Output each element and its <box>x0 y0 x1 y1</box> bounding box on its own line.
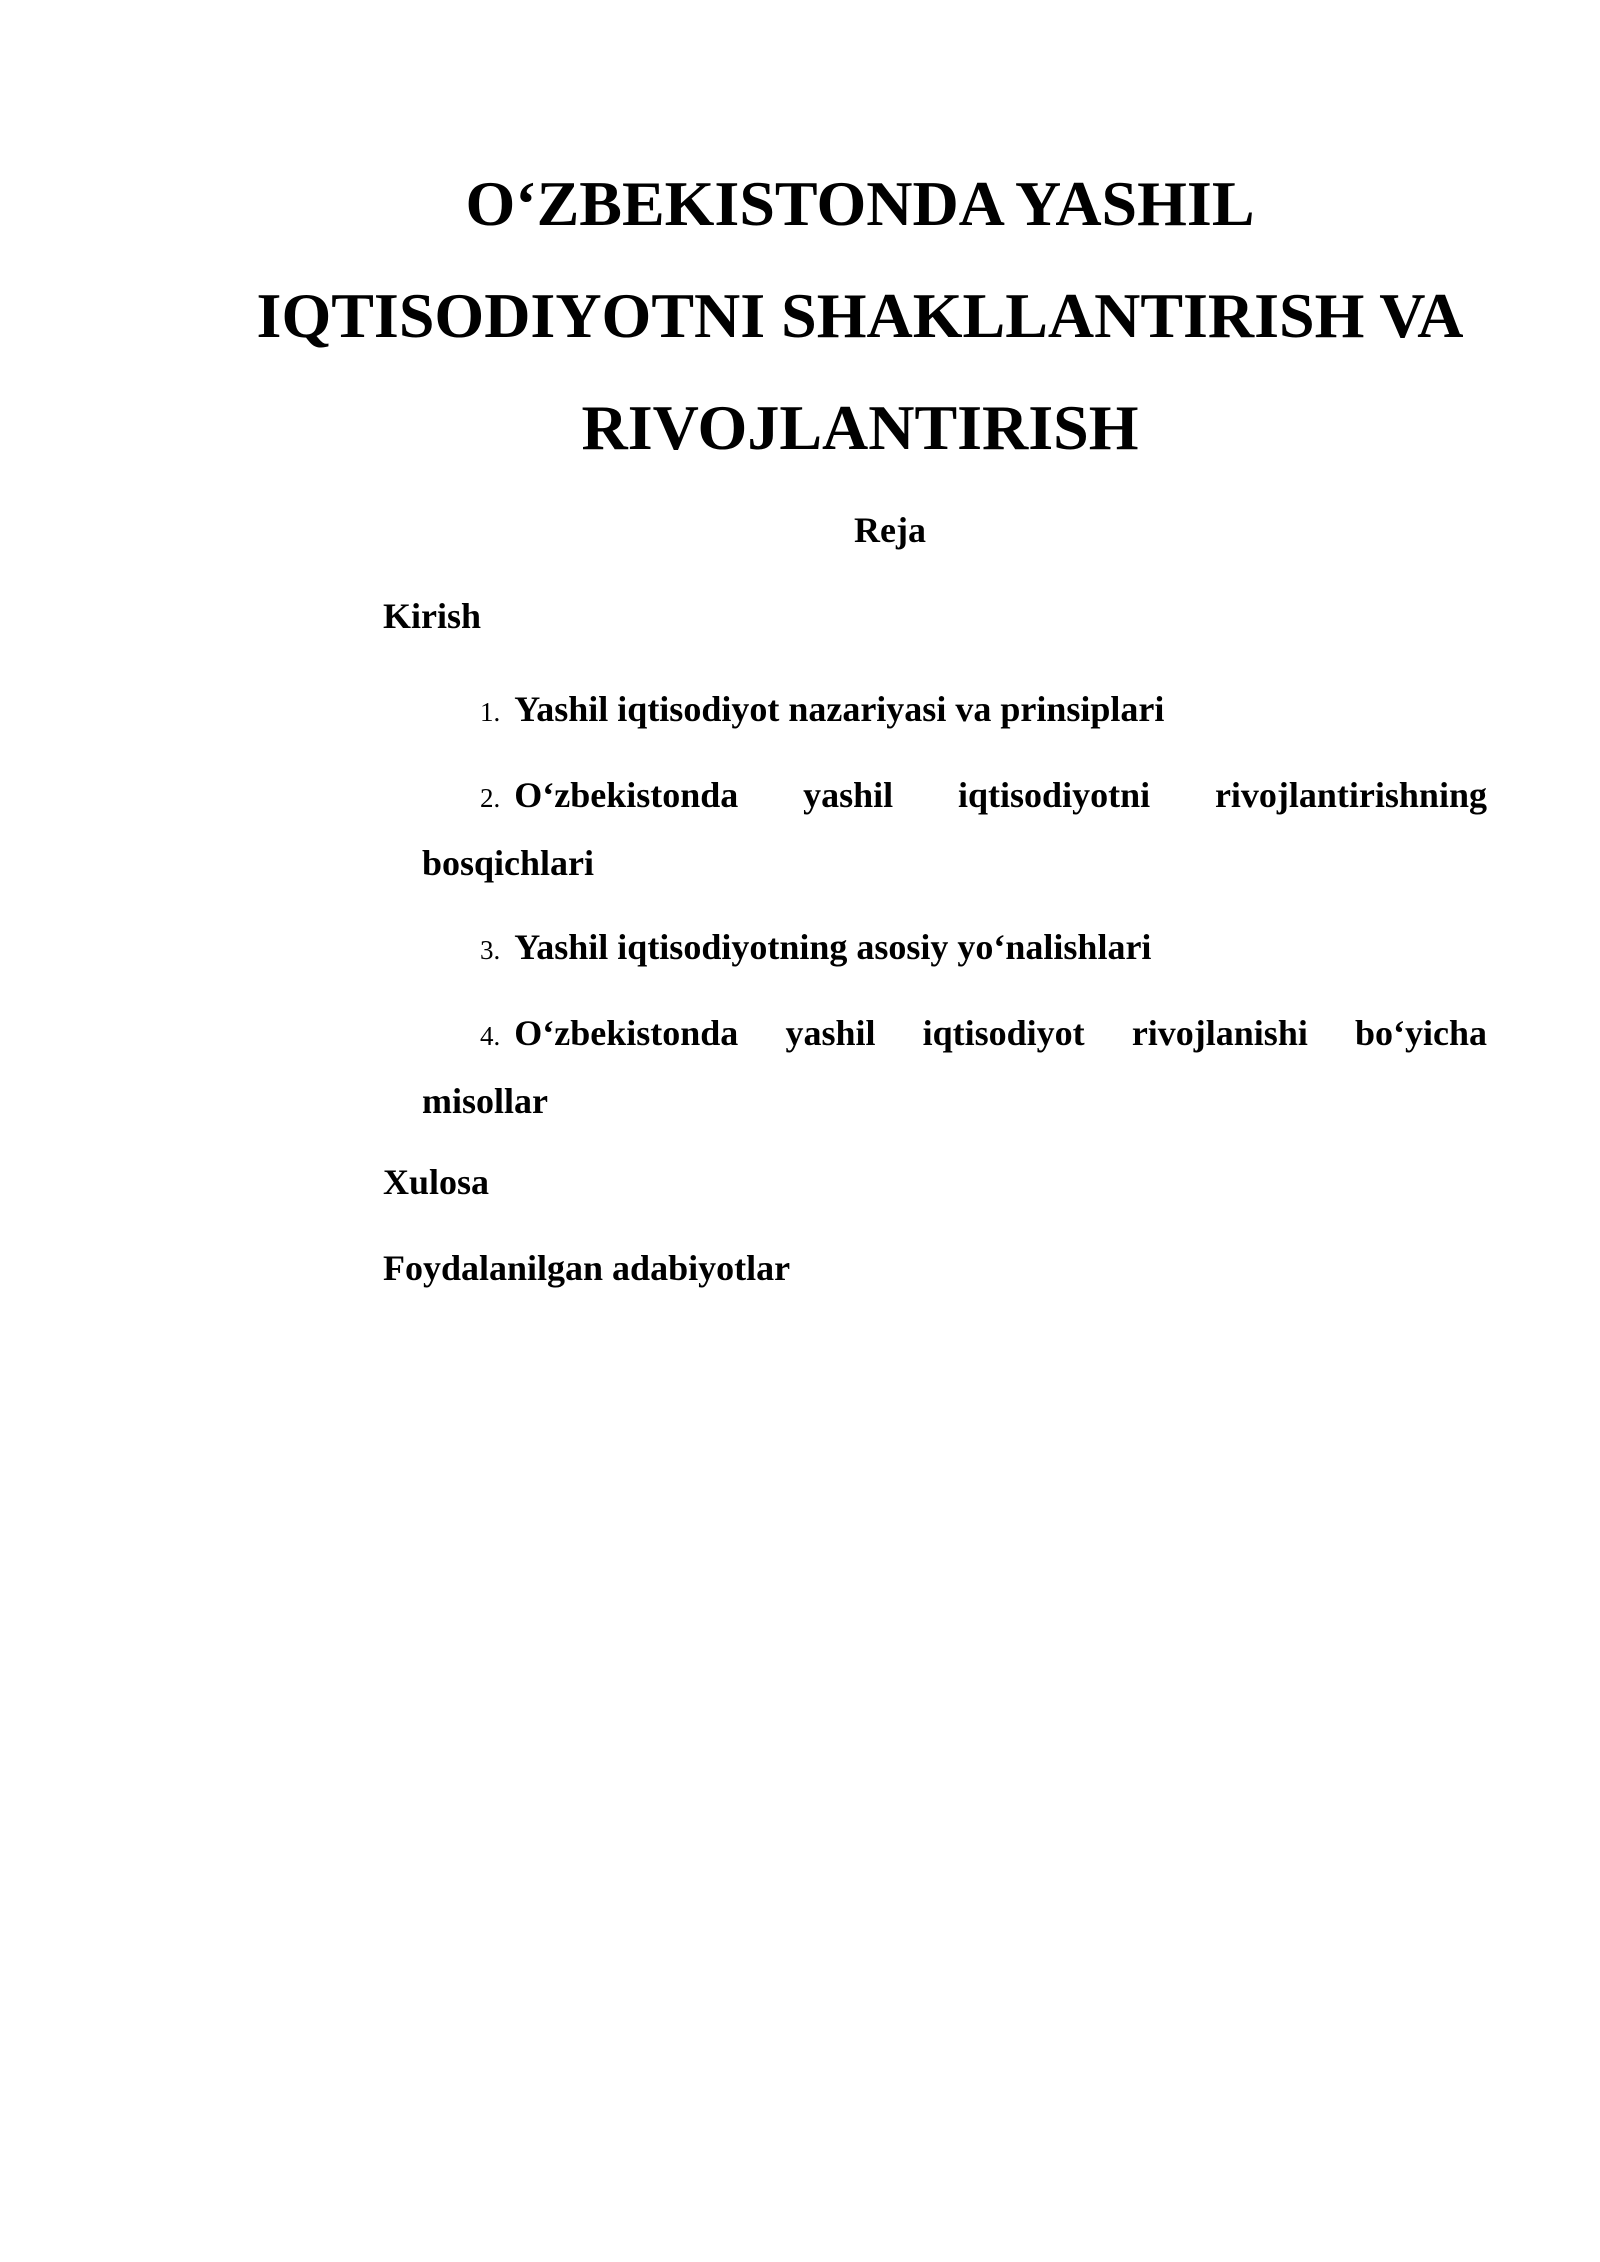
toc-item-number: 4. <box>480 1021 501 1051</box>
plan-heading: Reja <box>854 510 926 550</box>
toc-item-word: rivojlanishi <box>1131 1013 1308 1053</box>
title-line-1: O‘ZBEKISTONDA YASHIL <box>465 168 1255 239</box>
toc-item-number: 3. <box>480 935 501 965</box>
toc-item-2 <box>422 763 1487 896</box>
toc-item-word: iqtisodiyotni <box>958 775 1151 815</box>
toc-intro: Kirish <box>383 596 482 636</box>
toc-item-text: Yashil iqtisodiyot nazariyasi va prinsiplari <box>514 689 1165 729</box>
toc-item-3 <box>422 915 1487 983</box>
toc-item-word: yashil <box>803 775 894 815</box>
toc-item-word: rivojlantirishning <box>1214 775 1487 815</box>
title-line-3: RIVOJLANTIRISH <box>581 392 1139 463</box>
toc-item-word: O‘zbekistonda <box>514 775 739 815</box>
toc-item-continuation: misollar <box>422 1081 548 1121</box>
toc-item-1 <box>422 677 1487 745</box>
toc-item-word: bo‘yicha <box>1354 1013 1487 1053</box>
toc-item-number: 2. <box>480 783 501 813</box>
toc-conclusion: Xulosa <box>383 1162 490 1202</box>
toc-item-number: 1. <box>480 697 501 727</box>
toc-item-4 <box>422 1001 1487 1134</box>
toc-item-continuation: bosqichlari <box>422 843 595 883</box>
toc-item-text: Yashil iqtisodiyotning asosiy yo‘nalishlari <box>514 927 1152 967</box>
toc-references: Foydalanilgan adabiyotlar <box>383 1248 791 1288</box>
toc-item-word: O‘zbekistonda <box>514 1013 739 1053</box>
toc-item-word: iqtisodiyot <box>922 1013 1085 1053</box>
toc-item-word: yashil <box>785 1013 876 1053</box>
document-title <box>240 148 1480 484</box>
title-line-2: IQTISODIYOTNI SHAKLLANTIRISH VA <box>256 280 1464 351</box>
